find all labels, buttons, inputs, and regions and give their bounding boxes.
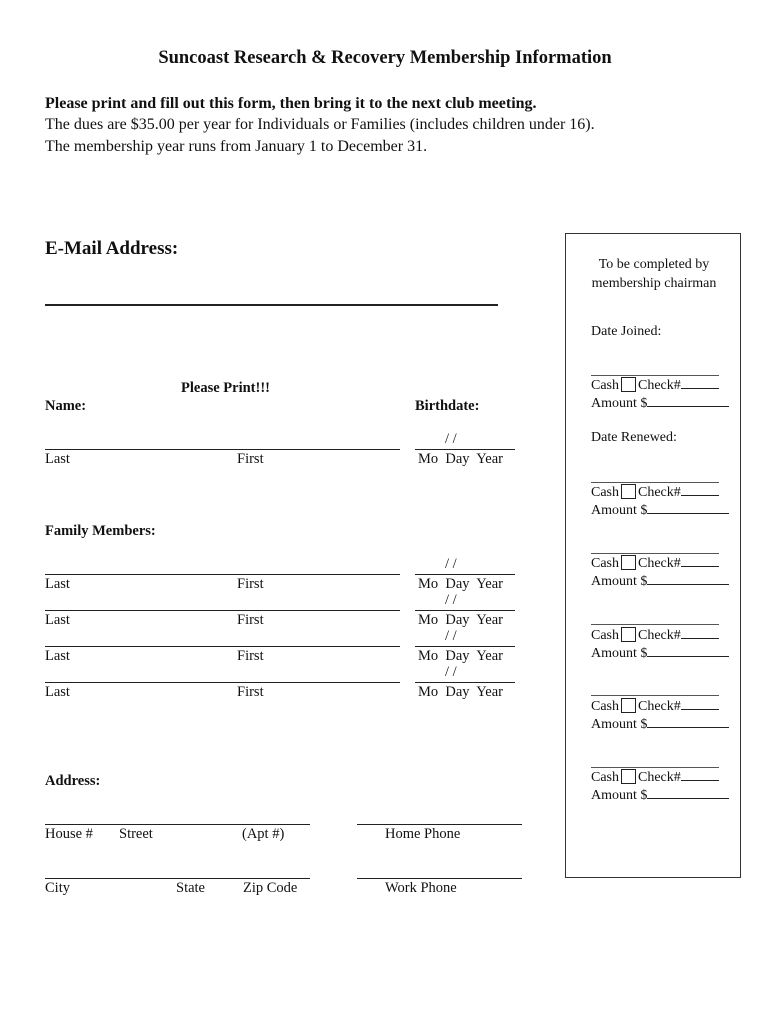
family-1-last-label: Last	[45, 576, 70, 592]
payment-3-amount-row	[591, 572, 729, 590]
chairman-heading-line2: membership chairman	[591, 276, 717, 291]
payment-4-check-field[interactable]	[681, 626, 719, 639]
family-members-label: Family Members:	[45, 523, 156, 539]
house-number-label: House #	[45, 826, 93, 842]
payment-2-amount-label: Amount $	[591, 503, 648, 518]
payment-5-amount-field[interactable]	[647, 715, 729, 728]
address-label: Address:	[45, 773, 101, 789]
name-field[interactable]	[45, 449, 400, 450]
home-phone-label: Home Phone	[385, 826, 461, 842]
intro-instruction: Please print and fill out this form, then bring it to the next club meeting.	[45, 95, 537, 112]
city-state-zip-field[interactable]	[45, 878, 310, 879]
payment-1-cash-label: Cash	[591, 378, 619, 393]
family-member-2-field[interactable]	[45, 610, 400, 611]
payment-6-amount-field[interactable]	[647, 786, 729, 799]
street-address-field[interactable]	[45, 824, 310, 825]
apt-label: (Apt #)	[242, 826, 285, 842]
payment-3-check-label: Check#	[638, 556, 681, 571]
payment-4-amount-label: Amount $	[591, 646, 648, 661]
intro-membership-year: The membership year runs from January 1 to December 31.	[45, 138, 428, 155]
family-4-first-label: First	[237, 684, 264, 700]
work-phone-label: Work Phone	[385, 880, 457, 896]
family-member-1-birthdate[interactable]	[415, 574, 515, 575]
payment-3-amount-label: Amount $	[591, 574, 648, 589]
intro-dues: The dues are $35.00 per year for Individuals or Families (includes children under 16).	[45, 116, 595, 133]
renewal-4-date-field[interactable]	[591, 624, 719, 625]
payment-5-cash-label: Cash	[591, 699, 619, 714]
family-member-3-field[interactable]	[45, 646, 400, 647]
payment-2-cash-checkbox[interactable]	[621, 484, 636, 499]
chairman-box	[565, 233, 741, 878]
birthdate-field[interactable]	[415, 449, 515, 450]
payment-5-row	[591, 697, 719, 715]
payment-1-row	[591, 376, 719, 394]
payment-3-check-field[interactable]	[681, 554, 719, 567]
payment-5-cash-checkbox[interactable]	[621, 698, 636, 713]
date-format-label: Mo Day Year	[418, 451, 503, 467]
payment-2-row	[591, 483, 719, 501]
family-3-slashes: / /	[445, 628, 457, 644]
payment-4-amount-row	[591, 644, 729, 662]
family-3-first-label: First	[237, 648, 264, 664]
state-label: State	[176, 880, 205, 896]
payment-3-row	[591, 554, 719, 572]
please-print-note: Please Print!!!	[181, 380, 270, 396]
date-joined-label: Date Joined:	[591, 324, 662, 339]
renewal-5-date-field[interactable]	[591, 695, 719, 696]
payment-6-row	[591, 768, 719, 786]
email-field[interactable]	[45, 304, 498, 306]
payment-1-amount-field[interactable]	[647, 394, 729, 407]
payment-4-row	[591, 626, 719, 644]
payment-5-check-label: Check#	[638, 699, 681, 714]
birthdate-slashes: / /	[445, 431, 457, 447]
payment-4-cash-label: Cash	[591, 628, 619, 643]
family-2-slashes: / /	[445, 592, 457, 608]
payment-4-cash-checkbox[interactable]	[621, 627, 636, 642]
payment-2-check-field[interactable]	[681, 483, 719, 496]
page-title: Suncoast Research & Recovery Membership Information	[158, 48, 612, 68]
birthdate-label: Birthdate:	[415, 398, 480, 414]
family-member-2-birthdate[interactable]	[415, 610, 515, 611]
payment-1-amount-label: Amount $	[591, 396, 648, 411]
family-2-first-label: First	[237, 612, 264, 628]
family-member-1-field[interactable]	[45, 574, 400, 575]
payment-3-cash-checkbox[interactable]	[621, 555, 636, 570]
name-label: Name:	[45, 398, 87, 414]
chairman-box-heading	[566, 255, 742, 293]
payment-6-cash-label: Cash	[591, 770, 619, 785]
payment-2-check-label: Check#	[638, 485, 681, 500]
payment-5-check-field[interactable]	[681, 697, 719, 710]
payment-5-amount-row	[591, 715, 729, 733]
family-1-date-format: Mo Day Year	[418, 576, 503, 592]
street-label: Street	[119, 826, 153, 842]
payment-1-amount-row	[591, 394, 729, 412]
payment-5-amount-label: Amount $	[591, 717, 648, 732]
family-4-slashes: / /	[445, 664, 457, 680]
family-4-last-label: Last	[45, 684, 70, 700]
payment-3-amount-field[interactable]	[647, 572, 729, 585]
family-3-date-format: Mo Day Year	[418, 648, 503, 664]
payment-6-check-label: Check#	[638, 770, 681, 785]
payment-6-check-field[interactable]	[681, 768, 719, 781]
last-name-label: Last	[45, 451, 70, 467]
family-2-last-label: Last	[45, 612, 70, 628]
first-name-label: First	[237, 451, 264, 467]
email-label: E-Mail Address:	[45, 238, 179, 259]
payment-1-check-field[interactable]	[681, 376, 719, 389]
family-4-date-format: Mo Day Year	[418, 684, 503, 700]
payment-6-amount-row	[591, 786, 729, 804]
payment-2-cash-label: Cash	[591, 485, 619, 500]
payment-2-amount-field[interactable]	[647, 501, 729, 514]
family-1-slashes: / /	[445, 556, 457, 572]
payment-6-cash-checkbox[interactable]	[621, 769, 636, 784]
family-2-date-format: Mo Day Year	[418, 612, 503, 628]
work-phone-field[interactable]	[357, 878, 522, 879]
payment-6-amount-label: Amount $	[591, 788, 648, 803]
payment-1-check-label: Check#	[638, 378, 681, 393]
payment-2-amount-row	[591, 501, 729, 519]
payment-3-cash-label: Cash	[591, 556, 619, 571]
family-member-3-birthdate[interactable]	[415, 646, 515, 647]
home-phone-field[interactable]	[357, 824, 522, 825]
city-label: City	[45, 880, 70, 896]
family-member-4-birthdate[interactable]	[415, 682, 515, 683]
payment-4-amount-field[interactable]	[647, 644, 729, 657]
payment-1-cash-checkbox[interactable]	[621, 377, 636, 392]
date-renewed-label: Date Renewed:	[591, 430, 677, 445]
family-1-first-label: First	[237, 576, 264, 592]
zip-code-label: Zip Code	[243, 880, 298, 896]
payment-4-check-label: Check#	[638, 628, 681, 643]
family-member-4-field[interactable]	[45, 682, 400, 683]
chairman-heading-line1: To be completed by	[598, 257, 710, 272]
family-3-last-label: Last	[45, 648, 70, 664]
